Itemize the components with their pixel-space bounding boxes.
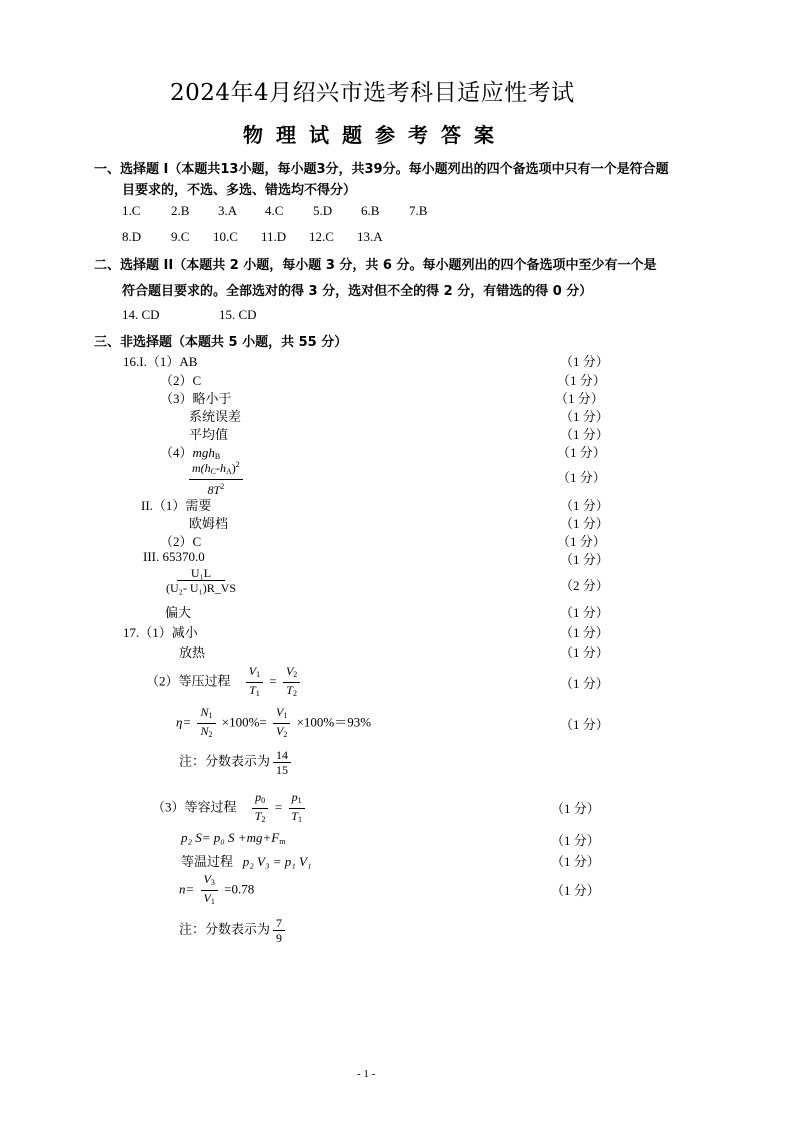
q16-line-2: （2）C: [160, 373, 202, 388]
answer-11: 11.D: [261, 229, 287, 244]
q17-line-2: 放热: [179, 645, 206, 660]
q17-ratio: n= $\frac{V_3}{V_1}$ =0.78: [179, 872, 255, 906]
q16-fraction-resistance: $\frac{\text{U₁L}}{\text{(U₂- U₁)R\_VS}}$: [166, 566, 237, 595]
score-16: （1 分）: [560, 676, 609, 691]
answer-13: 13.A: [357, 229, 383, 244]
q17-line-7: 等温过程 p₂ V₃ = p₁ V₁: [181, 854, 312, 869]
q16-line-10: （2）C: [160, 534, 202, 549]
score-4: （1 分）: [560, 409, 609, 424]
answer-9: 9.C: [171, 229, 190, 244]
score-9: （1 分）: [560, 516, 609, 531]
section2-heading: 二、选择题 II（本题共 2 小题，每小题 3 分，共 6 分。每小题列出的四个备选项中至少有一个是: [94, 258, 657, 273]
answer-1: 1.C: [122, 203, 141, 218]
q16-line-1: 16.I.（1）AB: [123, 354, 198, 369]
q16-line-9: 欧姆档: [189, 516, 229, 531]
document-subtitle: 物理试题参考答案: [243, 123, 507, 147]
section1-heading-cont: 目要求的，不选、多选、错选均不得分）: [122, 183, 357, 198]
q16-line-11: III. 65370.0: [143, 549, 205, 564]
q16-line-3: （3）略小于: [160, 391, 232, 406]
q17-line-3: （2）等压过程 $\frac{V_1}{T_1}$ = $\frac{V_2}{T_2}$: [146, 664, 303, 701]
score-3: （1 分）: [555, 391, 604, 406]
q16-line-8: II.（1）需要: [141, 498, 212, 513]
answer-6: 6.B: [361, 203, 380, 218]
q16-line-13: 偏大: [165, 605, 192, 620]
answer-7: 7.B: [409, 203, 428, 218]
answer-14: 14. CD: [122, 307, 160, 322]
score-14: （1 分）: [560, 625, 609, 640]
q17-line-5: （3）等容过程 $\frac{p_0}{T_2}$ = $\frac{p_1}{T_1}$: [152, 790, 308, 827]
score-15: （1 分）: [560, 645, 609, 660]
section3-heading: 三、非选择题（本题共 5 小题，共 55 分）: [94, 335, 348, 350]
q17-note-2: 注：分数表示为 $\frac{7}{9}$: [179, 916, 288, 945]
score-1: （1 分）: [560, 354, 609, 369]
q16-line-5: 平均值: [189, 427, 229, 442]
answer-3: 3.A: [218, 203, 238, 218]
q16-line-4: 系统误差: [189, 409, 242, 424]
answer-2: 2.B: [171, 203, 190, 218]
score-7: （1 分）: [557, 470, 606, 485]
answer-8: 8.D: [122, 229, 142, 244]
q17-efficiency: η= $\frac{N_1}{N_2}$ ×100%= $\frac{V_1}{V_2}$ ×100%＝93%: [176, 705, 372, 739]
score-8: （1 分）: [560, 498, 609, 513]
section1-heading: 一、选择题 I（本题共13小题，每小题3分，共39分。每小题列出的四个备选项中只有一个是符合题: [94, 162, 669, 177]
score-13: （1 分）: [560, 605, 609, 620]
q16-line-6: （4）mgh$_B$: [160, 445, 221, 461]
score-5: （1 分）: [560, 427, 609, 442]
answer-12: 12.C: [309, 229, 334, 244]
score-18: （1 分）: [551, 801, 600, 816]
score-11: （1 分）: [560, 552, 609, 567]
score-6: （1 分）: [557, 445, 606, 460]
score-12: （2 分）: [560, 578, 609, 593]
answer-15: 15. CD: [219, 307, 257, 322]
answer-4: 4.C: [265, 203, 284, 218]
q17-line-1: 17.（1）减小: [123, 625, 198, 640]
score-21: （1 分）: [551, 883, 600, 898]
score-2: （1 分）: [557, 373, 606, 388]
score-17: （1 分）: [560, 717, 609, 732]
score-19: （1 分）: [551, 833, 600, 848]
score-20: （1 分）: [551, 854, 600, 869]
q16-fraction-energy: $\frac{m(h_C-h_A)^2}{8T^2}$: [186, 458, 246, 497]
page-number: - 1 -: [357, 1068, 376, 1080]
q17-note-1: 注：分数表示为 $\frac{14}{15}$: [179, 748, 294, 777]
document-title: 2024年4月绍兴市选考科目适应性考试: [170, 80, 575, 106]
q17-line-6: p₂ S= p₀ $S +mg+F_m$: [181, 830, 286, 846]
score-10: （1 分）: [557, 534, 606, 549]
answer-5: 5.D: [313, 203, 333, 218]
section2-heading-cont: 符合题目要求的。全部选对的得 3 分，选对但不全的得 2 分，有错选的得 0 分）: [122, 284, 593, 299]
answer-10: 10.C: [213, 229, 238, 244]
